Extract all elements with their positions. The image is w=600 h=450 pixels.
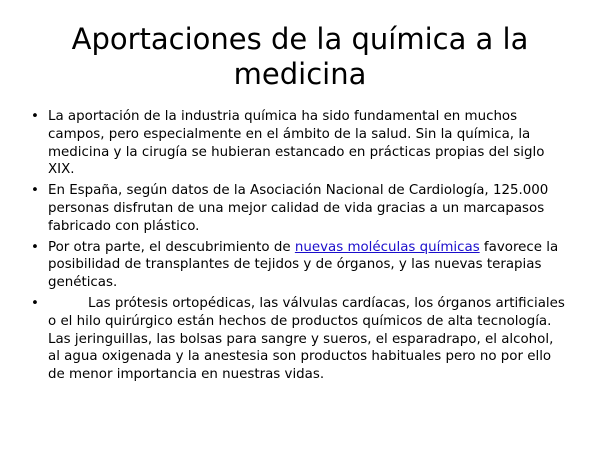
bullet-text: En España, según datos de la Asociación Nacional de Cardiología, 125.000 personas disfrutan de una mejor calidad de vida gracias a un marcapasos fabricado con plástico. xyxy=(48,183,549,234)
bullet-item xyxy=(30,239,565,292)
bullet-item xyxy=(30,108,565,179)
bullet-point-icon: • xyxy=(31,109,39,124)
bullet-list xyxy=(30,108,565,387)
bullet-text: Las prótesis ortopédicas, las válvulas cardíacas, los órganos artificiales o el hilo quirúrgico están hechos de productos químicos de alta tecnología. Las jeringuillas, las bolsas para sangre y sueros, el esparadrapo, el alcohol, al agua oxigenada y la anestesia son productos habituales pero no por ello de menor importancia en nuestras vidas. xyxy=(48,295,565,383)
bullet-text-after-link: favorece la posibilidad de transplantes de tejidos y de órganos, y las nuevas terapias genéticas. xyxy=(48,239,559,291)
bullet-text: La aportación de la industria química ha sido fundamental en muchos campos, pero especialmente en el ámbito de la salud. Sin la química, la medicina y la cirugía se hubieran estancado en prácticas propias del siglo XIX. xyxy=(48,109,545,178)
bullet-point-icon: • xyxy=(31,295,39,311)
bullet-point-icon: • xyxy=(31,239,39,255)
bullet-item xyxy=(30,295,565,384)
bullet-text-before-link: Por otra parte, el descubrimiento de xyxy=(48,239,295,255)
molecules-link[interactable]: nuevas moléculas químicas xyxy=(294,239,480,255)
bullet-item xyxy=(30,182,565,235)
bullet-point-icon: • xyxy=(31,183,39,199)
slide-title: Aportaciones de la química a la medicina xyxy=(71,22,529,91)
